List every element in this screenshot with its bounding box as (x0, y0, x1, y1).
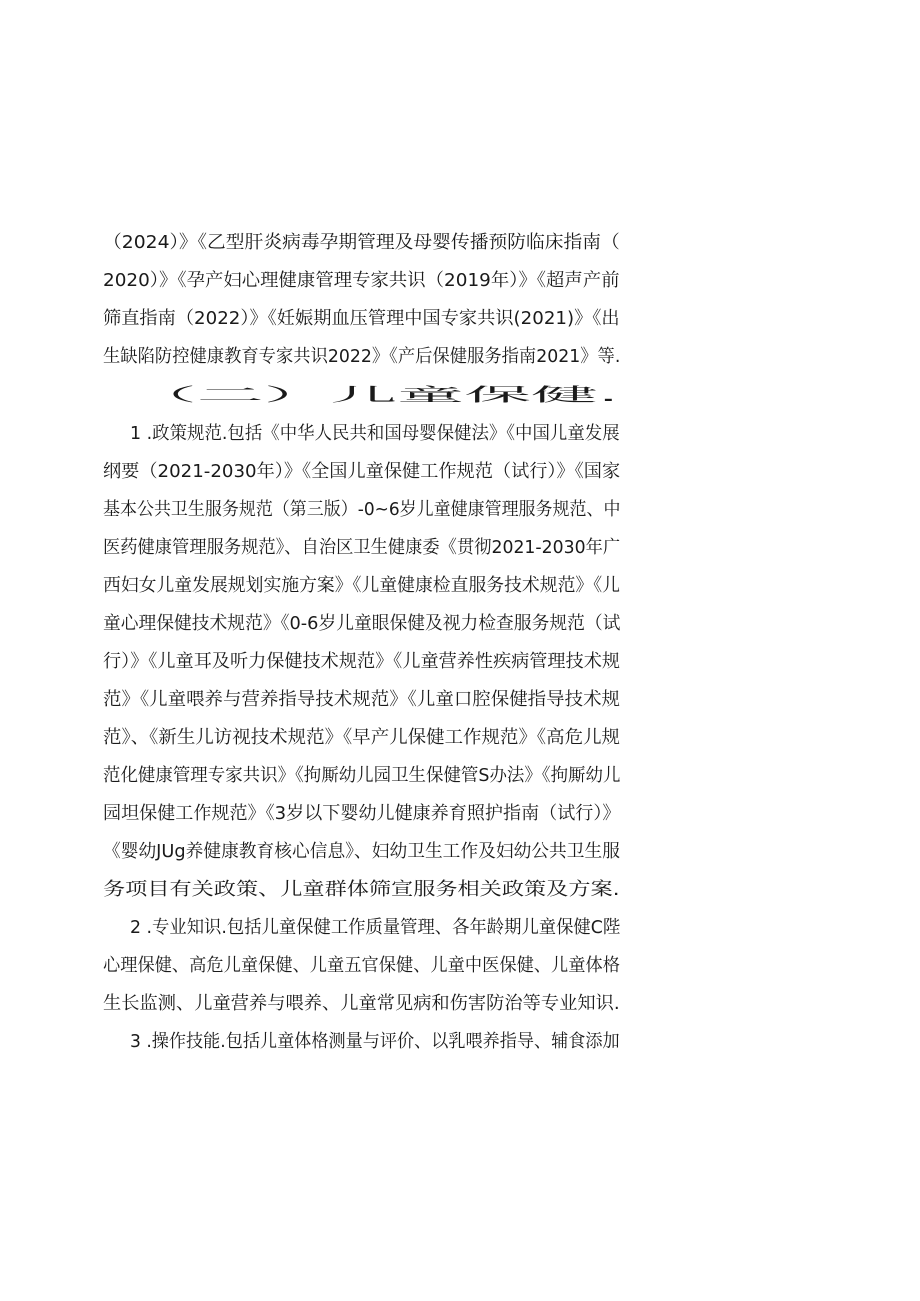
text-line: 2020）》《孕产妇心理健康管理专家共识（2019年）》《超声产前 (103, 270, 620, 291)
text-line: 范》、《新生儿访视技术规范》《早产儿保健工作规范》《高危儿规 (103, 727, 621, 748)
text-line: 《婴幼JUg养健康教育核心信息》、妇幼卫生工作及妇幼公共卫生服 (103, 841, 620, 862)
text-line: 范化健康管理专家共识》《拘厮幼儿园卫生保健管S办法》《拘厮幼儿 (103, 765, 621, 786)
text-line: （2024）》《乙型肝炎病毒孕期管理及母婴传播预防临床指南（ (103, 232, 620, 253)
text-line: 务项目有关政策、儿童群体筛宣服务相关政策及方案. (103, 879, 620, 900)
paragraph-start: 3 .操作技能.包括儿童体格测量与评价、以乳喂养指导、辅食添加 (130, 1031, 620, 1052)
text-line: 西妇女儿童发展规划实施方案》《儿童健康检直服务技术规范》《儿 (103, 575, 620, 596)
text-line: 范》《儿童喂养与营养指导技术规范》《儿童口腔保健指导技术规 (103, 689, 621, 710)
text-line: 园坦保健工作规范》《3岁以下婴幼儿健康养育照护指南（试行）》 (103, 803, 621, 824)
text-line: 童心理保健技术规范》《0-6岁儿童眼保健及视力检查服务规范（试 (103, 613, 621, 634)
section-heading: （二）儿童保健. (130, 385, 620, 406)
text-line: 生缺陷防控健康教育专家共识2022》《产后保健服务指南2021》等. (103, 346, 621, 367)
text-line: 生长监测、儿童营养与喂养、儿童常见病和伤害防治等专业知识. (103, 993, 620, 1014)
text-line: 心理保健、高危儿童保健、儿童五官保健、儿童中医保健、儿童体格 (103, 955, 620, 976)
text-line: 医药健康管理服务规范》、自治区卫生健康委《贯彻2021-2030年广 (103, 537, 621, 558)
text-line: 基本公共卫生服务规范（第三版）-0~6岁儿童健康管理服务规范、中 (103, 499, 621, 520)
paragraph-start: 2 .专业知识.包括儿童保健工作质量管理、各年龄期儿童保健C陛 (130, 917, 621, 938)
text-line: 纲要（2021-2030年）》《全国儿童保健工作规范（试行）》《国家 (103, 461, 621, 482)
text-line: 筛直指南（2022）》《妊娠期血压管理中国专家共识(2021)》《出 (103, 308, 620, 329)
text-line: 行）》《儿童耳及听力保健技术规范》《儿童营养性疾病管理技术规 (103, 651, 621, 672)
paragraph-start: 1 .政策规范.包括《中华人民共和国母婴保健法》《中国儿童发展 (130, 423, 620, 444)
